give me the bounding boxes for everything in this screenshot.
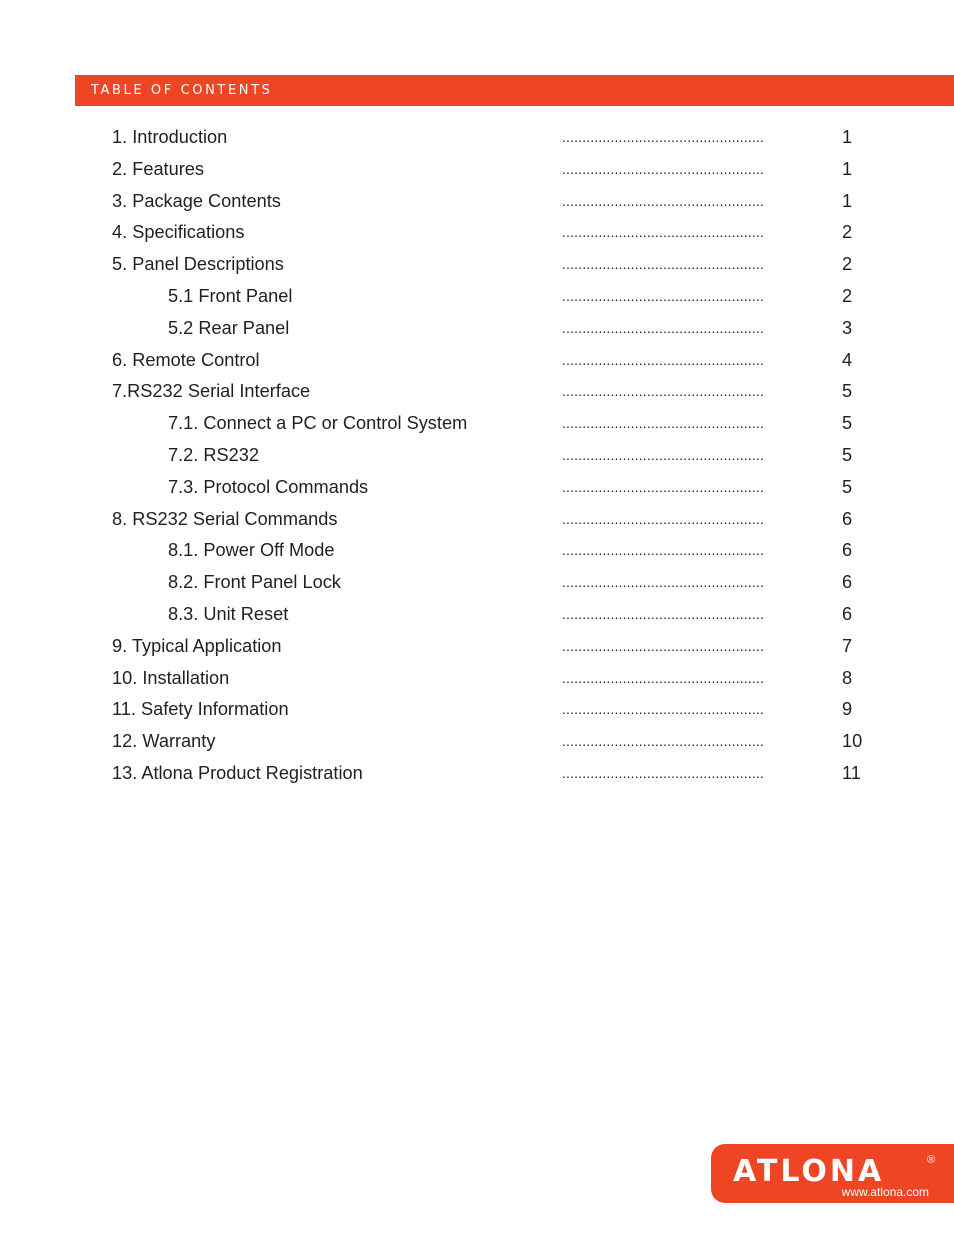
toc-header-bar (75, 75, 954, 106)
toc-entry-page: 1 (842, 158, 853, 179)
toc-entry-label: 7.2. RS232 (168, 444, 259, 465)
toc-entry-leader: .................................................. (562, 160, 764, 177)
toc-entry-leader: .................................................. (562, 415, 764, 432)
toc-entry-page: 5 (842, 444, 853, 465)
toc-entry[interactable] (0, 631, 954, 663)
toc-entry-page: 11 (842, 762, 861, 783)
toc-entry-label: 2. Features (112, 158, 204, 179)
toc-entry-label: 7.3. Protocol Commands (168, 476, 369, 497)
toc-entry[interactable] (0, 186, 954, 218)
toc-entry[interactable] (0, 599, 954, 631)
toc-entry-label: 5.2 Rear Panel (168, 317, 290, 338)
toc-entry-label: 7.RS232 Serial Interface (112, 381, 311, 402)
toc-entry-leader: .................................................. (562, 542, 764, 559)
toc-entry-page: 1 (842, 190, 853, 211)
toc-entry[interactable] (0, 408, 954, 440)
toc-entry-page: 5 (842, 381, 853, 402)
atlona-logo (711, 1144, 954, 1203)
toc-entry[interactable] (0, 154, 954, 186)
toc-entry-leader: .................................................. (562, 224, 764, 241)
toc-entry-label: 7.1. Connect a PC or Control System (168, 413, 468, 434)
toc-entry[interactable] (0, 217, 954, 249)
toc-entry[interactable] (0, 694, 954, 726)
toc-entry[interactable] (0, 663, 954, 695)
toc-entry-leader: .................................................. (562, 192, 764, 209)
toc-entry-label: 8. RS232 Serial Commands (112, 508, 338, 529)
toc-entry[interactable] (0, 249, 954, 281)
toc-entry-leader: .................................................. (562, 351, 764, 368)
toc-entry-page: 6 (842, 540, 853, 561)
toc-entry[interactable] (0, 313, 954, 345)
toc-entry-page: 6 (842, 572, 853, 593)
toc-entry[interactable] (0, 281, 954, 313)
toc-entry-label: 12. Warranty (112, 731, 216, 752)
toc-entry-label: 11. Safety Information (112, 699, 289, 720)
toc-entry-leader: .................................................. (562, 764, 764, 781)
toc-entry-label: 5.1 Front Panel (168, 285, 293, 306)
toc-entry-leader: .................................................. (562, 605, 764, 622)
toc-entry[interactable] (0, 758, 954, 790)
toc-entry-page: 8 (842, 667, 853, 688)
toc-entry-leader: .................................................. (562, 129, 764, 145)
toc-entry-leader: .................................................. (562, 637, 764, 654)
toc-entry-label: 6. Remote Control (112, 349, 260, 370)
toc-entry-label: 10. Installation (112, 667, 230, 688)
toc-entry-label: 9. Typical Application (112, 635, 282, 656)
toc-entry-page: 2 (842, 222, 853, 243)
toc-entry-page: 5 (842, 476, 853, 497)
toc-entry-label: 4. Specifications (112, 222, 245, 243)
toc-list (0, 122, 954, 790)
toc-entry-leader: .................................................. (562, 383, 764, 400)
toc-entry-page: 7 (842, 635, 853, 656)
toc-entry[interactable] (0, 440, 954, 472)
toc-entry[interactable] (0, 472, 954, 504)
logo-brand: ATLONA (733, 1154, 885, 1189)
toc-entry[interactable] (0, 535, 954, 567)
toc-entry-page: 4 (842, 349, 853, 370)
toc-header-title: TABLE OF CONTENTS (91, 83, 273, 98)
toc-entry-label: 3. Package Contents (112, 190, 281, 211)
toc-entry[interactable] (0, 376, 954, 408)
toc-entry-leader: .................................................. (562, 510, 764, 527)
toc-entry-leader: .................................................. (562, 701, 764, 718)
toc-entry-page: 6 (842, 603, 853, 624)
toc-entry-leader: .................................................. (562, 478, 764, 495)
toc-entry-page: 9 (842, 699, 853, 720)
toc-entry-page: 2 (842, 285, 853, 306)
toc-entry[interactable] (0, 726, 954, 758)
toc-entry-label: 8.3. Unit Reset (168, 603, 289, 624)
toc-entry-page: 2 (842, 254, 853, 275)
toc-entry-label: 8.1. Power Off Mode (168, 540, 335, 561)
toc-entry-page: 6 (842, 508, 853, 529)
logo-url: www.atlona.com (841, 1185, 929, 1199)
toc-entry-leader: .................................................. (562, 287, 764, 304)
toc-entry-page: 5 (842, 413, 853, 434)
toc-entry-leader: .................................................. (562, 574, 764, 591)
toc-entry-leader: .................................................. (562, 319, 764, 336)
toc-entry-leader: .................................................. (562, 669, 764, 686)
toc-entry[interactable] (0, 504, 954, 536)
toc-entry-label: 13. Atlona Product Registration (112, 762, 363, 783)
toc-entry-leader: .................................................. (562, 446, 764, 463)
toc-entry-leader: .................................................. (562, 733, 764, 750)
toc-entry-label: 8.2. Front Panel Lock (168, 572, 341, 593)
logo-registered-mark: ® (927, 1154, 936, 1166)
toc-entry-label: 5. Panel Descriptions (112, 254, 284, 275)
toc-entry[interactable] (0, 122, 954, 154)
toc-entry-leader: .................................................. (562, 256, 764, 273)
toc-entry[interactable] (0, 567, 954, 599)
toc-entry[interactable] (0, 345, 954, 377)
toc-entry-page: 3 (842, 317, 853, 338)
toc-entry-page: 10 (842, 731, 863, 752)
toc-entry-page: 1 (842, 127, 853, 147)
toc-entry-label: 1. Introduction (112, 127, 228, 147)
